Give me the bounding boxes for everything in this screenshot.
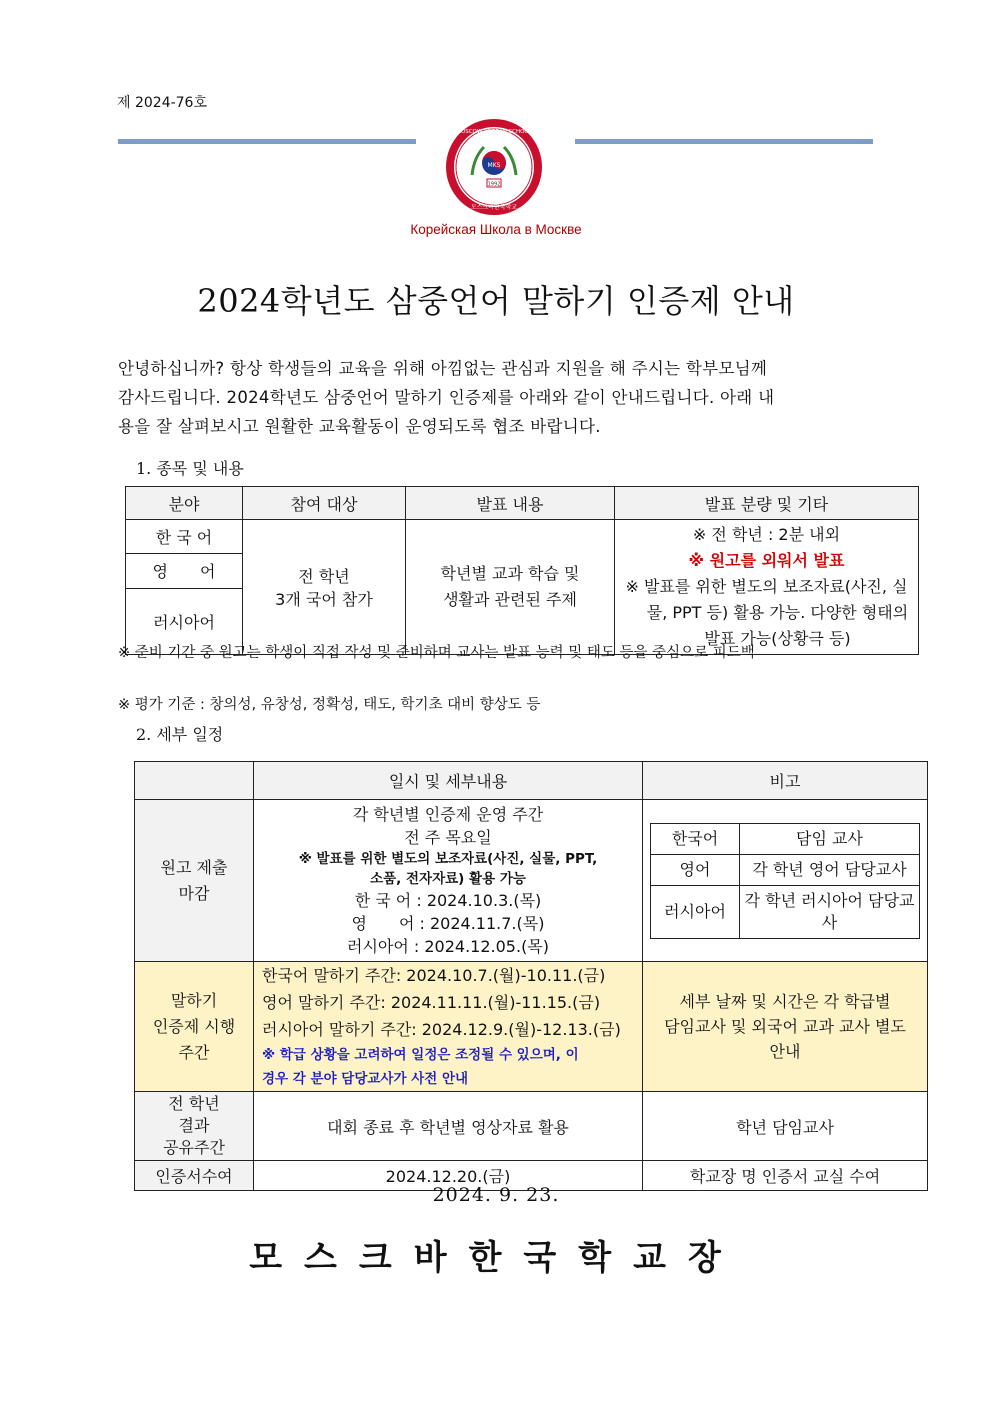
detail-line: 각 학년별 인증제 운영 주간 (352, 805, 544, 824)
sharing-detail: 대회 종료 후 학년별 영상자료 활용 (254, 1092, 643, 1161)
certificate-remark: 학교장 명 인증서 교실 수여 (643, 1161, 928, 1191)
field-korean: 한 국 어 (126, 520, 243, 554)
etc-item-highlight: ※ 원고를 외워서 발표 (688, 551, 845, 570)
sharing-remark: 학년 담임교사 (643, 1092, 928, 1161)
field-russian: 러시아어 (126, 588, 243, 654)
contents-table (125, 486, 919, 655)
adjust-note-line: 경우 각 분야 담당교사가 사전 안내 (262, 1071, 469, 1087)
bold-note-line: ※ 발표를 위한 별도의 보조자료(사진, 실물, PPT, (298, 851, 598, 867)
remark-line: 안내 (769, 1042, 801, 1061)
remark-line: 세부 날짜 및 시간은 각 학급별 (679, 992, 891, 1011)
col-header-field: 분야 (126, 487, 243, 520)
school-name-russian: Корейская Школа в Москве (410, 222, 582, 237)
field-english: 영 어 (126, 554, 243, 588)
teacher-name: 각 학년 영어 담당교사 (740, 854, 920, 885)
col-header-content: 발표 내용 (406, 487, 615, 520)
row-head-line: 인증제 시행 (152, 1016, 236, 1036)
intro-line: 안녕하십니까? 항상 학생들의 교육을 위해 아낌없는 관심과 지원을 해 주시는 학부모님께 (118, 359, 768, 378)
schedule-header-blank (135, 762, 254, 800)
remark-line: 담임교사 및 외국어 교과 교사 별도 (664, 1017, 906, 1036)
row-head-line: 공유주간 (163, 1138, 225, 1157)
school-logo-icon (444, 117, 544, 217)
content-line: 생활과 관련된 주제 (443, 590, 577, 609)
col-header-target: 참여 대상 (243, 487, 406, 520)
target-line: 3개 국어 참가 (275, 590, 373, 609)
etc-item: ※ 전 학년 : 2분 내외 (692, 525, 841, 544)
row-head-sharing (135, 1092, 254, 1161)
intro-line: 용을 잘 살펴보시고 원활한 교육활동이 운영되도록 협조 바랍니다. (118, 417, 601, 436)
teacher-table (650, 823, 920, 939)
logo-year: 1992 (487, 181, 501, 188)
principal-signature: 모스크바한국학교장 (249, 1238, 743, 1278)
section-2-heading: 2. 세부 일정 (136, 725, 224, 744)
schedule-header-detail: 일시 및 세부내용 (254, 762, 643, 800)
week-line: 러시아어 말하기 주간: 2024.12.9.(월)-12.13.(금) (262, 1020, 621, 1039)
submission-detail (254, 800, 643, 962)
row-head-line: 말하기 (170, 990, 218, 1010)
target-line: 전 학년 (298, 567, 350, 586)
logo-center-text: MKS (487, 162, 501, 169)
note-criteria: ※ 평가 기준 : 창의성, 유창성, 정확성, 태도, 학기초 대비 향상도 등 (118, 697, 541, 713)
schedule-table (134, 761, 928, 1191)
row-head-certificate: 인증서수여 (135, 1161, 254, 1191)
detail-line: 전 주 목요일 (404, 828, 492, 847)
row-head-submission (135, 800, 254, 962)
row-head-line: 마감 (178, 883, 210, 903)
logo-top-text: MOSCOW KOREAN SCHOOL (456, 129, 532, 135)
teacher-subject: 한국어 (651, 823, 740, 854)
week-line: 한국어 말하기 주간: 2024.10.7.(월)-10.11.(금) (262, 966, 606, 985)
intro-paragraph (118, 354, 874, 441)
section-1-heading: 1. 종목 및 내용 (136, 459, 244, 478)
document-number: 제 2024-76호 (117, 95, 207, 111)
row-head-line: 결과 (178, 1116, 210, 1135)
document-title: 2024학년도 삼중언어 말하기 인증제 안내 (197, 282, 795, 320)
submission-remark (643, 800, 928, 962)
teacher-name: 각 학년 러시아어 담당교사 (740, 885, 920, 938)
header-rule-right (575, 139, 873, 144)
deadline-line: 영 어 : 2024.11.7.(목) (351, 914, 545, 933)
col-header-etc: 발표 분량 및 기타 (615, 487, 919, 520)
row-head-line: 원고 제출 (160, 857, 228, 877)
deadline-line: 러시아어 : 2024.12.05.(목) (346, 937, 550, 956)
teacher-name: 담임 교사 (740, 823, 920, 854)
target-cell (243, 520, 406, 655)
teacher-subject: 러시아어 (651, 885, 740, 938)
teacher-subject: 영어 (651, 854, 740, 885)
bold-note-line: 소품, 전자자료) 활용 가능 (370, 871, 526, 887)
row-head-line: 전 학년 (168, 1094, 220, 1113)
deadline-line: 한 국 어 : 2024.10.3.(목) (354, 891, 542, 910)
row-head-speaking-week (135, 962, 254, 1092)
intro-line: 감사드립니다. 2024학년도 삼중언어 말하기 인증제를 아래와 같이 안내드립니다. 아래 내 (118, 388, 775, 407)
etc-cell (615, 520, 919, 655)
note-feedback: ※ 준비 기간 중 원고는 학생이 직접 작성 및 준비하며 교사는 발표 능력 및 태도 등을 중심으로 피드백 (118, 645, 755, 661)
adjust-note-line: ※ 학급 상황을 고려하여 일정은 조정될 수 있으며, 이 (262, 1047, 579, 1063)
speaking-week-detail (254, 962, 643, 1092)
etc-item: ※ 발표를 위한 별도의 보조자료(사진, 실물, PPT 등) 활용 가능. 다양한 형태의 발표 가능(상황극 등) (625, 577, 909, 648)
content-cell (406, 520, 615, 655)
header-rule-left (118, 139, 416, 144)
logo-bottom-text: 모스크바한국학교 (470, 204, 518, 211)
week-line: 영어 말하기 주간: 2024.11.11.(월)-11.15.(금) (262, 993, 601, 1012)
speaking-week-remark (643, 962, 928, 1092)
document-date: 2024. 9. 23. (432, 1184, 560, 1206)
schedule-header-remark: 비고 (643, 762, 928, 800)
certificate-date: 2024.12.20.(금) (254, 1161, 643, 1191)
content-line: 학년별 교과 학습 및 (440, 564, 580, 583)
row-head-line: 주간 (178, 1042, 210, 1062)
